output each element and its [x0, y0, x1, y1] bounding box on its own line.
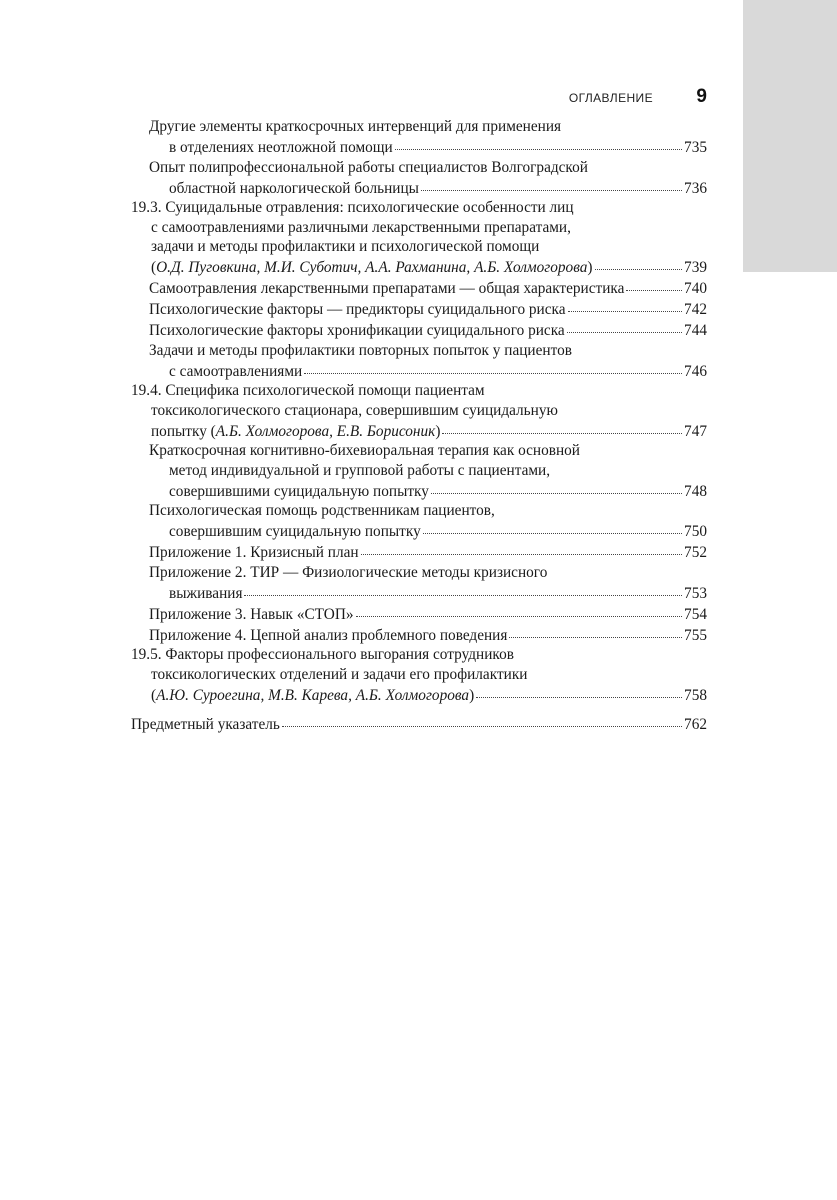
toc-entry-title-cont: токсикологического стационара, совершившим суицидальную: [151, 401, 558, 419]
toc-page-number: 758: [684, 686, 707, 704]
leader-dots: [568, 297, 683, 313]
toc-entry-title: Опыт полипрофессиональной работы специалистов Волгоградской: [149, 158, 588, 176]
leader-dots: [626, 276, 682, 292]
leader-dots: [595, 255, 683, 271]
toc-entry-title: Приложение 4. Цепной анализ проблемного поведения: [149, 626, 508, 644]
leader-dots: [476, 682, 682, 698]
running-header-title: ОГЛАВЛЕНИЕ: [568, 91, 653, 105]
toc-page-number: 753: [684, 584, 707, 602]
toc-page-number: 742: [684, 301, 707, 319]
toc-entry-title-cont: выживания: [169, 584, 243, 602]
toc-entry-title: Приложение 3. Навык «СТОП»: [149, 605, 354, 623]
toc-entry-title-cont: задачи и методы профилактики и психологической помощи: [151, 238, 540, 256]
running-header: [131, 86, 707, 110]
toc-page-number: 736: [684, 179, 707, 197]
toc-entry[interactable]: [131, 624, 707, 645]
leader-dots: [421, 175, 682, 191]
toc-section-entry[interactable]: 19.5. Факторы профессионального выгорания сотрудников токсикологических отделений и задачи его профилактики (А.Ю. Суроегина, М.В. Карева, А.Б. Холмогорова) 758: [131, 646, 707, 704]
toc-entry-title: 19.4. Специфика психологической помощи пациентам: [131, 382, 485, 400]
toc-page-number: 744: [684, 322, 707, 340]
toc-page-number: 740: [684, 280, 707, 298]
toc-entry[interactable]: [131, 563, 707, 604]
toc-entry[interactable]: [131, 299, 707, 320]
toc-entry-title-cont: с самоотравлениями различными лекарственными препаратами,: [151, 218, 571, 236]
toc-entry-title: Психологические факторы — предикторы суицидального риска: [149, 301, 566, 319]
toc-entry-title-cont: совершившими суицидальную попытку: [169, 482, 429, 500]
leader-dots: [395, 135, 682, 151]
toc-entry[interactable]: [131, 441, 707, 501]
toc-section-entry[interactable]: 19.3. Суицидальные отравления: психологические особенности лиц с самоотравлениями различными лекарственными препаратами, задачи и методы профилактики и психологической помощи (О.Д. Пуговкина, М.И. Суботич, А.А. Рахманина, А.Б. Холмогорова) 739: [131, 199, 707, 277]
leader-dots: [244, 580, 682, 596]
leader-dots: [282, 711, 682, 727]
toc-entry-title: Другие элементы краткосрочных интервенций для применения: [149, 118, 562, 135]
toc-entry-title-cont: метод индивидуальной и групповой работы с пациентами,: [169, 461, 551, 479]
toc-page-number: 752: [684, 544, 707, 562]
toc-entry-title: Задачи и методы профилактики повторных попыток у пациентов: [149, 341, 572, 359]
toc-page-number: 754: [684, 605, 707, 623]
toc-entry[interactable]: [131, 320, 707, 341]
toc-entry-title: Приложение 2. ТИР — Физиологические методы кризисного: [149, 563, 548, 581]
toc-entry[interactable]: [131, 603, 707, 624]
toc-entry[interactable]: [131, 501, 707, 542]
toc-page-number: 739: [684, 259, 707, 277]
toc-entry-authors: А.Ю. Суроегина, М.В. Карева, А.Б. Холмогорова: [156, 686, 470, 704]
leader-dots: [431, 478, 682, 494]
toc-entry-authors: А.Б. Холмогорова, Е.В. Борисоник: [215, 422, 436, 440]
toc-entry-title: Психологическая помощь родственникам пациентов,: [149, 502, 495, 520]
leader-dots: [304, 358, 682, 374]
toc-entry[interactable]: [131, 278, 707, 299]
page-number: 9: [696, 86, 707, 107]
toc-entry-title: Предметный указатель: [131, 716, 280, 733]
toc-entry-title-cont: токсикологических отделений и задачи его профилактики: [151, 665, 528, 683]
toc-entry-title-cont: совершившим суицидальную попытку: [169, 523, 421, 541]
toc-page-number: 735: [684, 139, 707, 157]
toc-entry-title: 19.3. Суицидальные отравления: психологические особенности лиц: [131, 199, 574, 217]
toc-entry-title: Самоотравления лекарственными препаратами — общая характеристика: [149, 280, 625, 298]
toc-page-number: 755: [684, 626, 707, 644]
toc-entry-title: Психологические факторы хронификации суицидального риска: [149, 322, 565, 340]
toc-entry-title-cont: областной наркологической больницы: [169, 179, 419, 197]
toc-entry[interactable]: [131, 542, 707, 563]
toc-entry[interactable]: [131, 158, 707, 199]
leader-dots: [356, 601, 682, 617]
toc-page-number: 748: [684, 482, 707, 500]
toc-entry[interactable]: [131, 117, 707, 158]
table-of-contents: [131, 117, 707, 735]
toc-entry-title-cont: с самоотравлениями: [169, 362, 303, 380]
leader-dots: [442, 418, 682, 434]
leader-dots: [509, 622, 682, 638]
toc-entry-authors: О.Д. Пуговкина, М.И. Суботич, А.А. Рахманина, А.Б. Холмогорова: [156, 259, 588, 277]
toc-entry-title: Краткосрочная когнитивно-бихевиоральная терапия как основной: [149, 442, 580, 460]
toc-entry-title-cont: в отделениях неотложной помощи: [169, 139, 393, 157]
toc-page-number: 750: [684, 523, 707, 541]
toc-section-entry[interactable]: 19.4. Специфика психологической помощи пациентам токсикологического стационара, совершившим суицидальную попытку (А.Б. Холмогорова, Е.В. Борисоник) 747: [131, 382, 707, 440]
toc-entry-title: Приложение 1. Кризисный план: [149, 544, 359, 562]
toc-page-number: 747: [684, 422, 707, 440]
toc-page-number: 762: [684, 716, 707, 733]
toc-index-entry[interactable]: [131, 713, 707, 734]
toc-page-number: 746: [684, 362, 707, 380]
toc-entry-title: 19.5. Факторы профессионального выгорания сотрудников: [131, 646, 514, 664]
toc-entry-title-cont: попытку: [151, 422, 207, 440]
leader-dots: [423, 519, 682, 535]
toc-entry[interactable]: [131, 341, 707, 382]
chapter-thumb-tab: [743, 0, 837, 272]
leader-dots: [361, 540, 682, 556]
leader-dots: [567, 318, 682, 334]
